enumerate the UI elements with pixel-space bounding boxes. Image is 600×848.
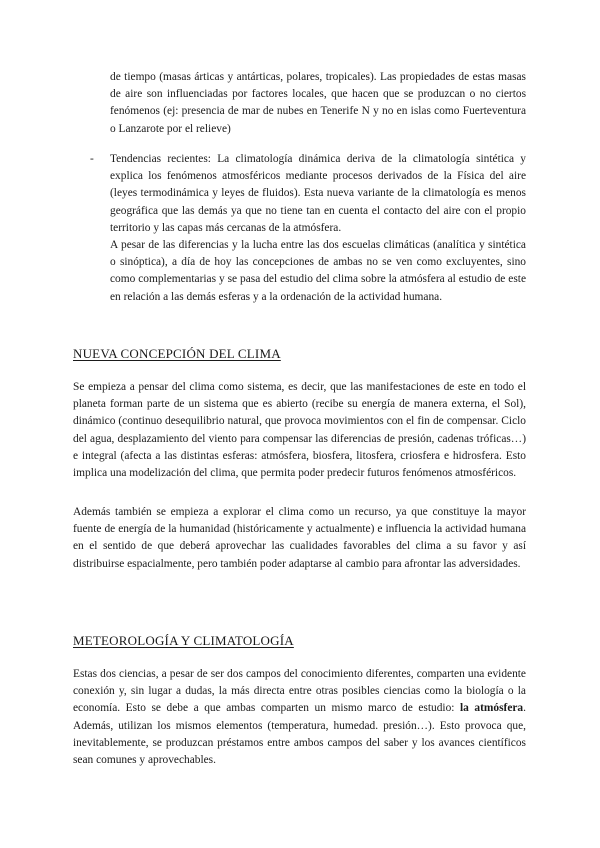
paragraph-text-before-bold: Estas dos ciencias, a pesar de ser dos campos del conocimiento diferentes, comparten una evidente conexión y, sin lugar a dudas, la más directa entre otras posibles ciencias como la biología o la economía. Esto se debe a que ambas comparten un mismo marco de estudio: bbox=[73, 668, 526, 715]
paragraph-text-after-bold: . Además, utilizan los mismos elementos (temperatura, humedad. presión…). Esto provoca que, inevitablemente, se produzcan préstamos entre ambos campos del saber y los avances científicos sean comunes y aprovechables. bbox=[73, 702, 526, 767]
paragraph-clima-recurso: Además también se empieza a explorar el clima como un recurso, ya que constituye la mayor fuente de energía de la humanidad (históricamente y actualmente) e influencia la actividad humana en el sentido de que deberá aprovechar las cualidades favorables del clima a su favor y así distribuirse espacialmente, pero también poder adaptarse al cambio para afrontar las adversidades. bbox=[73, 506, 526, 570]
paragraph-clima-sistema: Se empieza a pensar del clima como sistema, es decir, que las manifestaciones de este en todo el planeta forman parte de un sistema que es abierto (recibe su energía de manera externa, el Sol), dinámico (continuo desequilibrio natural, que provoca movimientos con el fin de compensar. Ciclo del agua, desplazamiento del viento para compensar las diferencias de presión, cadenas tróficas…) e integral (afecta a las distintas esferas: atmósfera, biosfera, litosfera, criosfera e hidrosfera. Esto implica una modelización del clima, que permita poder predecir futuros fenómenos atmosféricos. bbox=[73, 381, 526, 480]
paragraph-meteorologia-climatologia bbox=[73, 666, 526, 769]
section-heading-nueva-concepcion: NUEVA CONCEPCIÓN DEL CLIMA bbox=[73, 346, 281, 361]
bullet-paragraph-escuelas: A pesar de las diferencias y la lucha entre las dos escuelas climáticas (analítica y sintética o sinóptica), a día de hoy las concepciones de ambas no se ven como excluyentes, sino como complementarias y se pasa del estudio del clima sobre la atmósfera al estudio de este en relación a las demás esferas y a la ordenación de la actividad humana. bbox=[110, 239, 526, 303]
intro-paragraph: de tiempo (masas árticas y antárticas, polares, tropicales). Las propiedades de estas masas de aire son influenciadas por factores locales, que hacen que se produzcan o no ciertos fenómenos (ej: presencia de mar de nubes en Tenerife N y no en islas como Fuerteventura o Lanzarote por el relieve) bbox=[110, 71, 526, 135]
bullet-paragraph-tendencias: Tendencias recientes: La climatología dinámica deriva de la climatología sintética y explica los fenómenos atmosféricos mediante procesos derivados de la Física del aire (leyes termodinámica y leyes de fluidos). Esta nueva variante de la climatología es menos geográfica que las demás ya que no tiene tan en cuenta el contacto del aire con el propio territorio y las capas más cercanas de la atmósfera. bbox=[110, 153, 526, 234]
bullet-list-item bbox=[110, 151, 526, 306]
section-heading-meteorologia: METEOROLOGÍA Y CLIMATOLOGÍA bbox=[73, 633, 294, 648]
bold-term-atmosfera: la atmósfera bbox=[460, 702, 524, 715]
bullet-marker: - bbox=[90, 153, 94, 165]
